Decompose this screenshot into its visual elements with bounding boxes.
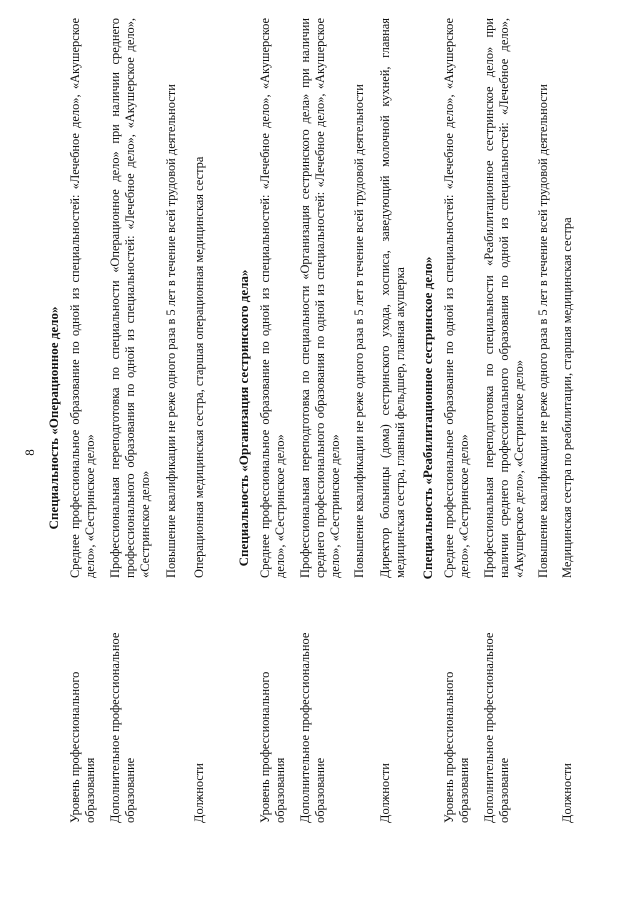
row-label: Должности [560, 763, 574, 823]
row-value: Повышение квалификации не реже одного раза в 5 лет в течение всей трудовой деятельности [164, 84, 178, 578]
row-label: Уровень профессионального образования [68, 671, 97, 823]
row-value: Среднее профессиональное образование по одной из специальностей: «Лечебное дело», «Акушерское дело», «Сестринское дело» [258, 18, 287, 578]
row-label: Дополнительное профессиональное образование [298, 632, 327, 823]
page-number: 8 [22, 449, 37, 456]
row-label: Уровень профессионального образования [442, 671, 471, 823]
row-value: Операционная медицинская сестра, старшая операционная медицинская сестра [192, 156, 206, 578]
row-label: Должности [378, 763, 392, 823]
row-value: Профессиональная переподготовка по специальности «Реабилитационное сестринское дело» при наличии среднего профессионального образования по одной из специальностей: «Лечебное дело», «Акушерское дело», «Сестринское дело» [482, 18, 526, 578]
row-label: Дополнительное профессиональное образование [482, 632, 511, 823]
row-value: Повышение квалификации не реже одного раза в 5 лет в течение всей трудовой деятельности [536, 84, 550, 578]
row-label: Уровень профессионального образования [258, 671, 287, 823]
row-label: Должности [192, 763, 206, 823]
row-value: Среднее профессиональное образование по одной из специальностей: «Лечебное дело», «Акушерское дело», «Сестринское дело» [442, 18, 471, 578]
row-value: Среднее профессиональное образование по одной из специальностей: «Лечебное дело», «Акушерское дело», «Сестринское дело» [68, 18, 97, 578]
row-value: Профессиональная переподготовка по специальности «Организация сестринского дела» при наличии среднего профессионального образования по одной из специальностей: «Лечебное дело», «Акушерское дело», «Сестринское дело» [298, 18, 342, 578]
row-value: Повышение квалификации не реже одного раза в 5 лет в течение всей трудовой деятельности [352, 84, 366, 578]
section-title: Специальность «Операционное дело» [46, 306, 61, 530]
section-title: Специальность «Реабилитационное сестринское дело» [420, 256, 435, 580]
section-title: Специальность «Организация сестринского дела» [236, 269, 251, 567]
row-value: Профессиональная переподготовка по специальности «Операционное дело» при наличии среднего профессионального образования по одной из специальностей: «Лечебное дело», «Акушерское дело», «Сестринское дело» [108, 18, 152, 578]
row-value: Директор больницы (дома) сестринского ухода, хосписа, заведующий молочной кухней, главная медицинская сестра, главный фельдшер, главная акушерка [378, 18, 407, 578]
row-label: Дополнительное профессиональное образование [108, 632, 137, 823]
row-value: Медицинская сестра по реабилитации, старшая медицинская сестра [560, 217, 574, 578]
